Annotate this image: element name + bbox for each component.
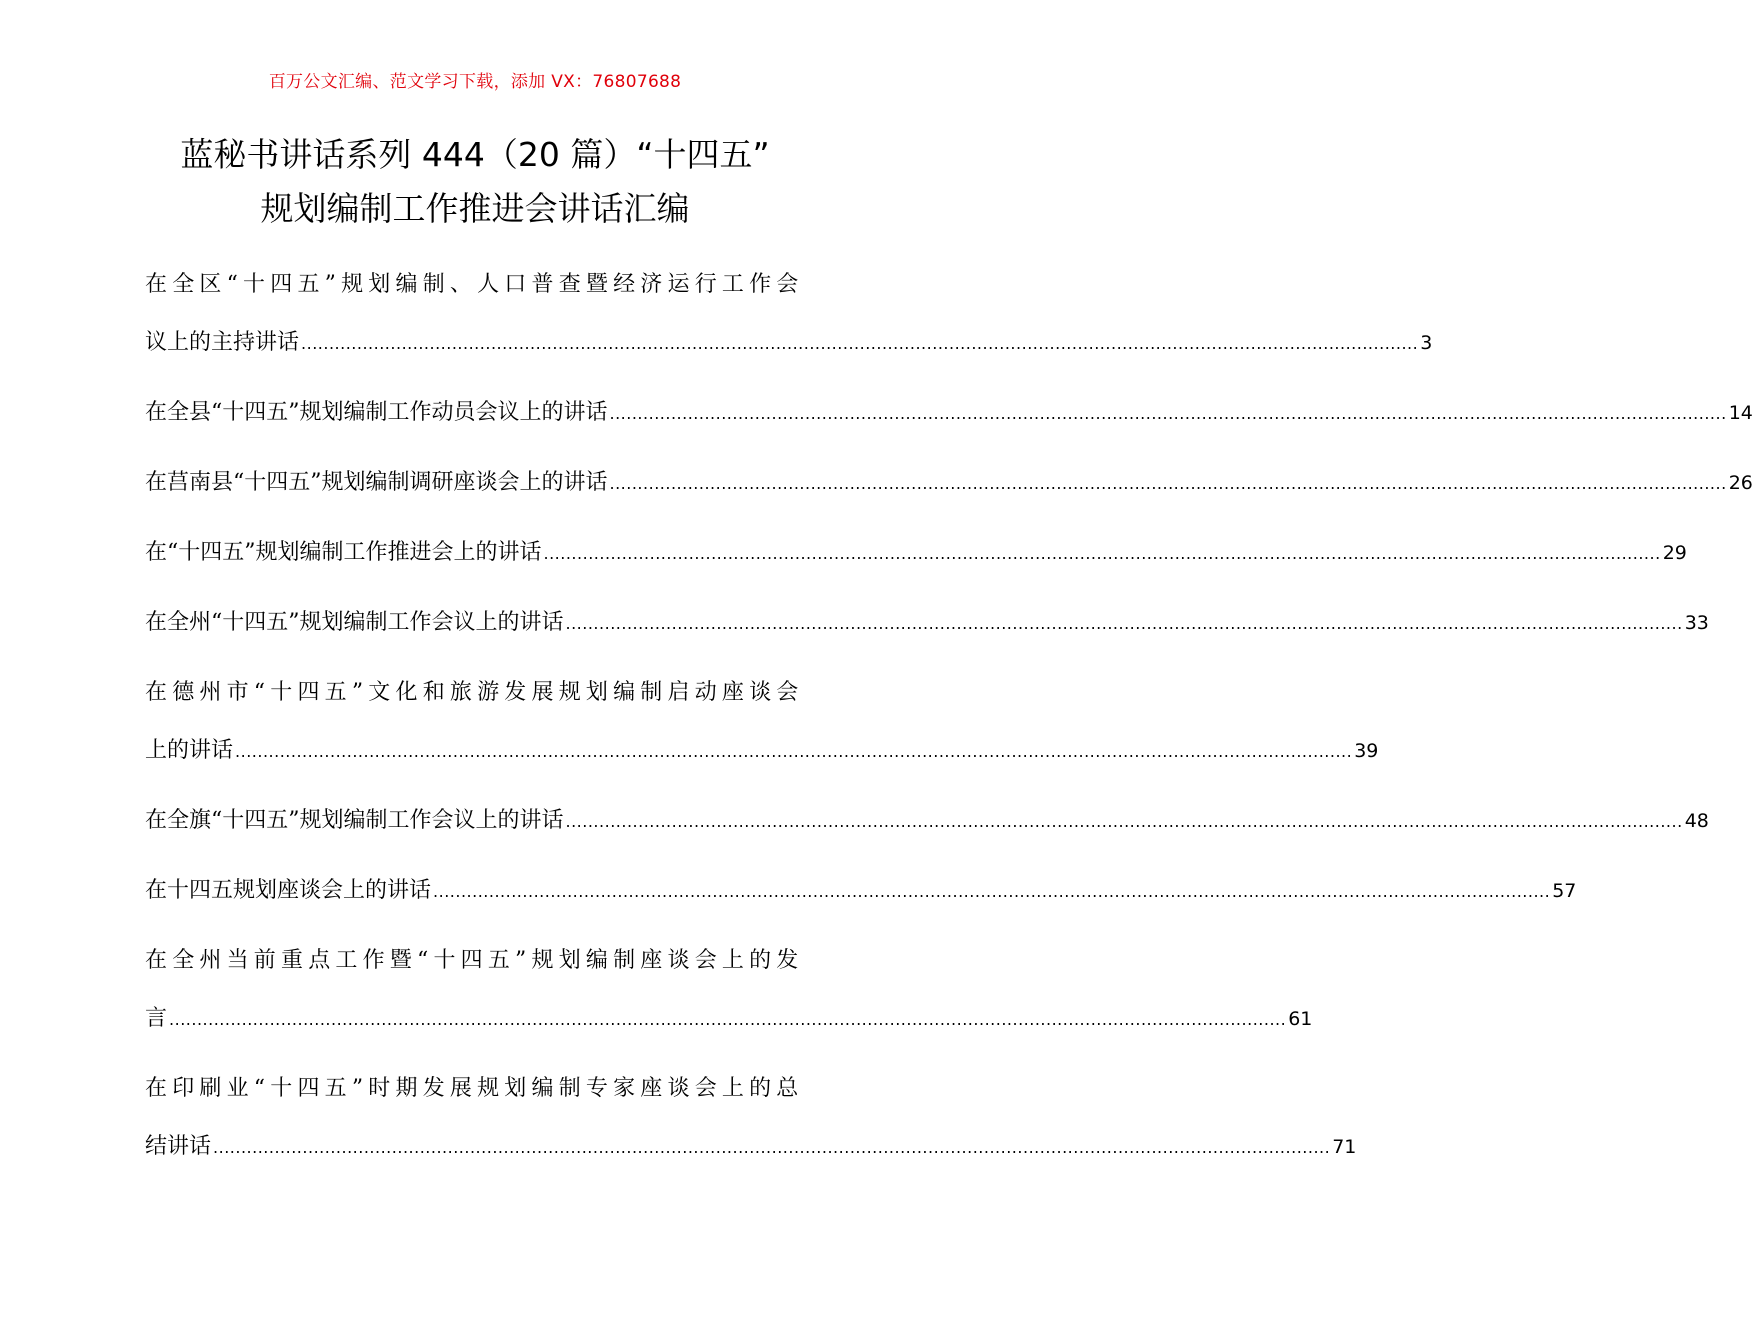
dot-leader: ........................................................................................................................................................................................................ bbox=[433, 882, 1551, 901]
dot-leader: ........................................................................................................................................................................................................ bbox=[169, 1010, 1287, 1029]
toc-entry-title: 议上的主持讲话 bbox=[145, 330, 300, 355]
toc-entry-title: 在十四五规划座谈会上的讲话 bbox=[145, 878, 432, 903]
toc-entry-title-line: 在全州当前重点工作暨“十四五”规划编制座谈会上的发 bbox=[145, 948, 804, 973]
toc-page-number: 3 bbox=[1420, 332, 1433, 354]
table-of-contents bbox=[145, 256, 1753, 1188]
toc-entry-title: 在莒南县“十四五”规划编制调研座谈会上的讲话 bbox=[145, 470, 608, 495]
toc-entry-leader-line bbox=[145, 792, 1709, 850]
toc-entry-leader-line bbox=[145, 524, 1687, 582]
toc-entry[interactable] bbox=[145, 664, 1379, 780]
toc-entry-title: 在全旗“十四五”规划编制工作会议上的讲话 bbox=[145, 808, 564, 833]
dot-leader: ........................................................................................................................................................................................................ bbox=[565, 614, 1683, 633]
toc-entry-title: 上的讲话 bbox=[145, 738, 234, 763]
toc-page-number: 71 bbox=[1332, 1136, 1357, 1158]
toc-entry[interactable] bbox=[145, 1060, 1357, 1176]
toc-entry[interactable] bbox=[145, 862, 1577, 920]
toc-entry-leader-line bbox=[145, 862, 1577, 920]
toc-entry-leader-line bbox=[145, 1118, 1357, 1176]
dot-leader: ........................................................................................................................................................................................................ bbox=[609, 474, 1727, 493]
toc-entry[interactable] bbox=[145, 454, 1753, 512]
toc-entry-leader-line bbox=[145, 454, 1753, 512]
toc-entry[interactable] bbox=[145, 256, 1433, 372]
dot-leader: ........................................................................................................................................................................................................ bbox=[213, 1138, 1331, 1157]
toc-page-number: 14 bbox=[1728, 402, 1753, 424]
dot-leader: ........................................................................................................................................................................................................ bbox=[543, 544, 1661, 563]
toc-entry-leader-line bbox=[145, 594, 1709, 652]
toc-entry-title: 言 bbox=[145, 1006, 168, 1031]
dot-leader: ........................................................................................................................................................................................................ bbox=[565, 812, 1683, 831]
dot-leader: ........................................................................................................................................................................................................ bbox=[301, 334, 1419, 353]
toc-page-number: 33 bbox=[1684, 612, 1709, 634]
toc-entry-title-line: 在印刷业“十四五”时期发展规划编制专家座谈会上的总 bbox=[145, 1076, 804, 1101]
toc-page-number: 39 bbox=[1354, 740, 1379, 762]
toc-entry[interactable] bbox=[145, 384, 1753, 442]
toc-page-number: 29 bbox=[1662, 542, 1687, 564]
toc-entry-leader-line bbox=[145, 722, 1379, 780]
toc-entry-title: 在“十四五”规划编制工作推进会上的讲话 bbox=[145, 540, 542, 565]
toc-entry[interactable] bbox=[145, 932, 1313, 1048]
toc-entry-leader-line bbox=[145, 384, 1753, 442]
title-line-2: 规划编制工作推进会讲话汇编 bbox=[260, 189, 690, 228]
toc-entry-title: 在全县“十四五”规划编制工作动员会议上的讲话 bbox=[145, 400, 608, 425]
document-title bbox=[0, 128, 950, 236]
toc-entry-title-line: 在全区“十四五”规划编制、人口普查暨经济运行工作会 bbox=[145, 272, 804, 297]
toc-entry-title: 结讲话 bbox=[145, 1134, 212, 1159]
watermark-banner: 百万公文汇编、范文学习下载，添加 VX：76807688 bbox=[268, 72, 682, 92]
toc-entry[interactable] bbox=[145, 792, 1709, 850]
toc-page-number: 61 bbox=[1288, 1008, 1313, 1030]
dot-leader: ........................................................................................................................................................................................................ bbox=[609, 404, 1727, 423]
title-line-1: 蓝秘书讲话系列 444（20 篇）“十四五” bbox=[180, 135, 770, 174]
toc-entry-title: 在全州“十四五”规划编制工作会议上的讲话 bbox=[145, 610, 564, 635]
toc-page-number: 26 bbox=[1728, 472, 1753, 494]
dot-leader: ........................................................................................................................................................................................................ bbox=[235, 742, 1353, 761]
toc-entry[interactable] bbox=[145, 594, 1709, 652]
toc-entry-leader-line bbox=[145, 314, 1433, 372]
toc-entry-title-line: 在德州市“十四五”文化和旅游发展规划编制启动座谈会 bbox=[145, 680, 804, 705]
toc-entry-leader-line bbox=[145, 990, 1313, 1048]
toc-page-number: 48 bbox=[1684, 810, 1709, 832]
toc-page-number: 57 bbox=[1552, 880, 1577, 902]
toc-entry[interactable] bbox=[145, 524, 1687, 582]
